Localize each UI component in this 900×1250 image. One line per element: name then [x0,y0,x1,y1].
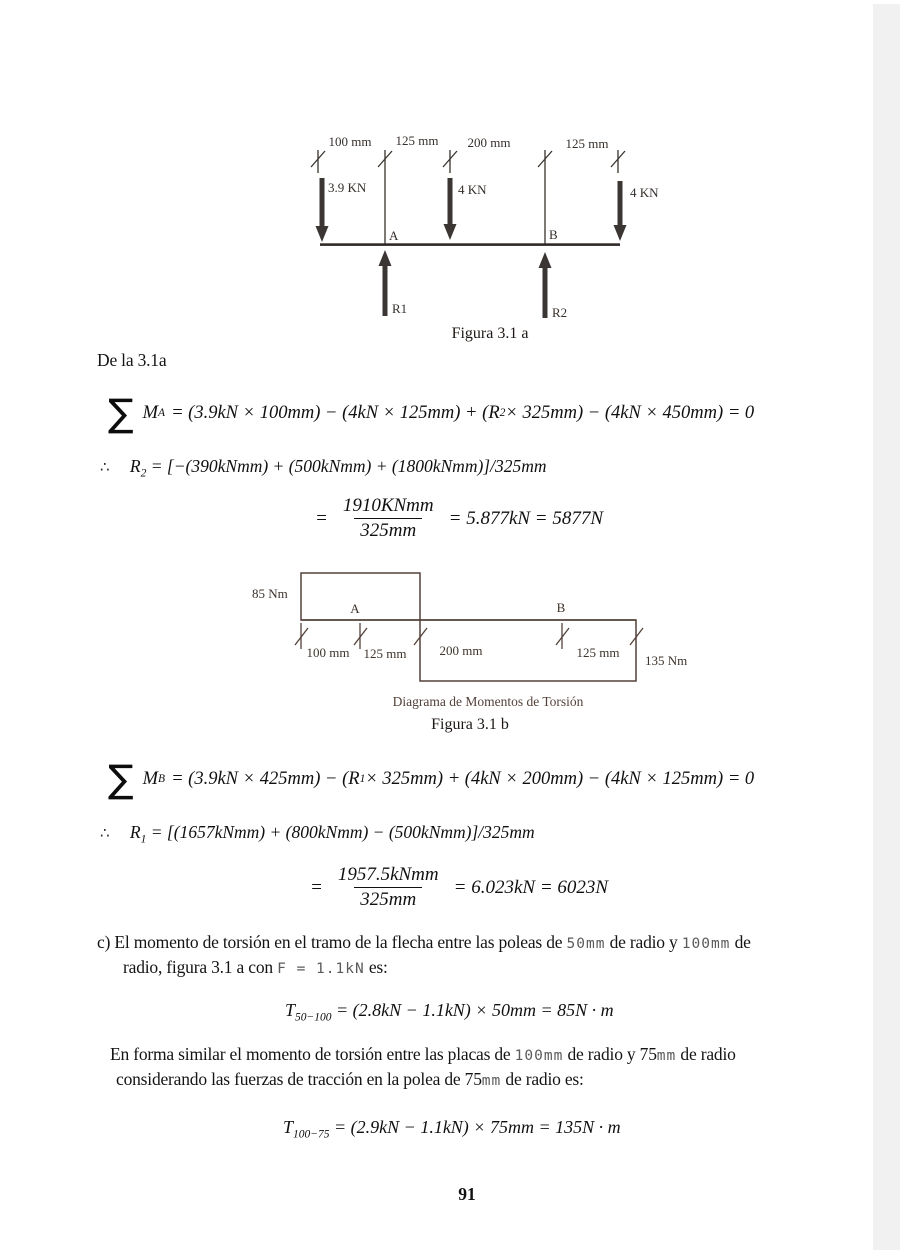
figure-b-caption: Figura 3.1 b [431,716,509,733]
fraction-stack: $\frac{\text{1957.5kNmm}}{325mm}$ [337,864,439,910]
figure-b-torsion-diagram [248,565,698,700]
equation-sum-ma: ∑ M A = (3.9kN × 100mm) − (4kN × 125mm) + (R 2 × 325mm) − (4kN × 450mm) = 0 [108,391,755,435]
equation-sum-mb: ∑ M B = (3.9kN × 425mm) − (R 1 × 325mm) + (4kN × 200mm) − (4kN × 125mm) = 0 [108,757,755,801]
result-r1-line: ∴ $R_1$ = [(1657kNmm) + (800kNmm) − (500kNmm)]/325mm [100,822,535,846]
equation-t-50-100: $T_{50-100} = (2.8kN - 1.1kN) \times 50mm = 85N \cdot m$ [285,1000,614,1024]
force-label: 4 KN [458,182,487,197]
ocr-value: 100mm [514,1048,564,1064]
ocr-value: mm [481,1073,502,1089]
point-a-label: A [350,601,360,616]
paragraph-d-line1: En forma similar el momento de torsión entre las placas de 100mm de radio y 75mm de radio [110,1044,736,1064]
dim-label: 100 mm [328,134,372,149]
intro-text: De la 3.1a [97,350,167,370]
support-b-label: B [549,227,558,242]
equation-body: × 325mm) + (4kN × 200mm) − (4kN × 125mm) = 0 [365,768,755,789]
moment-var: M [142,402,159,423]
paragraph-c-line2: radio, figura 3.1 a con F = 1.1kN es: [123,957,388,977]
ocr-value: F = 1.1kN [277,961,365,977]
fraction-r2: = $\frac{\text{1910KNmm}}{325mm}$ = 5.877kN = 5877N [315,495,604,541]
reaction-2-label: R2 [552,305,568,320]
figure-a-caption: Figura 3.1 a [451,325,529,342]
paragraph-d-line2: considerando las fuerzas de tracción en la polea de 75mm de radio es: [116,1069,584,1089]
point-b-label: B [556,600,566,615]
right-moment-label: 135 Nm [645,653,688,668]
sum-symbol: ∑ [108,757,134,801]
dim-label: 125 mm [565,136,609,151]
equation-body: × 325mm) − (4kN × 450mm) = 0 [505,402,755,423]
paragraph-c-line1: c) El momento de torsión en el tramo de la flecha entre las poleas de 50mm de radio y 100mm de [97,932,751,952]
torsion-rects [301,573,636,681]
figure-a-beam-diagram [298,126,668,326]
dim-label: 200 mm [439,643,483,658]
therefore-symbol: ∴ [100,458,110,476]
reaction-1-label: R1 [392,301,408,316]
left-moment-label: 85 Nm [252,586,288,601]
force-label: 3.9 KN [328,180,367,195]
sum-symbol: ∑ [108,391,134,435]
dim-label: 125 mm [576,645,620,660]
page-edge-shadow [873,4,900,1250]
figure-a-lines [311,150,625,245]
ocr-value: 50mm [566,936,606,952]
equation-body: = (3.9kN × 100mm) − (4kN × 125mm) + (R [171,402,500,423]
moment-var: M [142,768,159,789]
equation-body: = (3.9kN × 425mm) − (R [171,768,360,789]
page-number: 91 [458,1184,476,1204]
fraction-r1: = $\frac{\text{1957.5kNmm}}{325mm}$ = 6.023kN = 6023N [310,864,609,910]
beam-line [320,243,620,246]
dim-label: 200 mm [467,135,511,150]
dim-label: 125 mm [363,646,407,661]
dim-label: 100 mm [306,645,350,660]
force-label: 4 KN [630,185,659,200]
equation-t-100-75: $T_{100-75} = (2.9kN - 1.1kN) \times 75mm = 135N \cdot m$ [283,1117,621,1141]
ocr-value: mm [656,1048,677,1064]
support-a-label: A [389,228,399,243]
therefore-symbol: ∴ [100,824,110,842]
dim-label: 125 mm [395,133,439,148]
fraction-stack: $\frac{\text{1910KNmm}}{325mm}$ [342,495,434,541]
ocr-value: 100mm [681,936,731,952]
result-r2-line: ∴ $R_2$ = [−(390kNmm) + (500kNmm) + (1800kNmm)]/325mm [100,456,547,480]
figure-b-subtitle: Diagrama de Momentos de Torsión [392,694,584,709]
